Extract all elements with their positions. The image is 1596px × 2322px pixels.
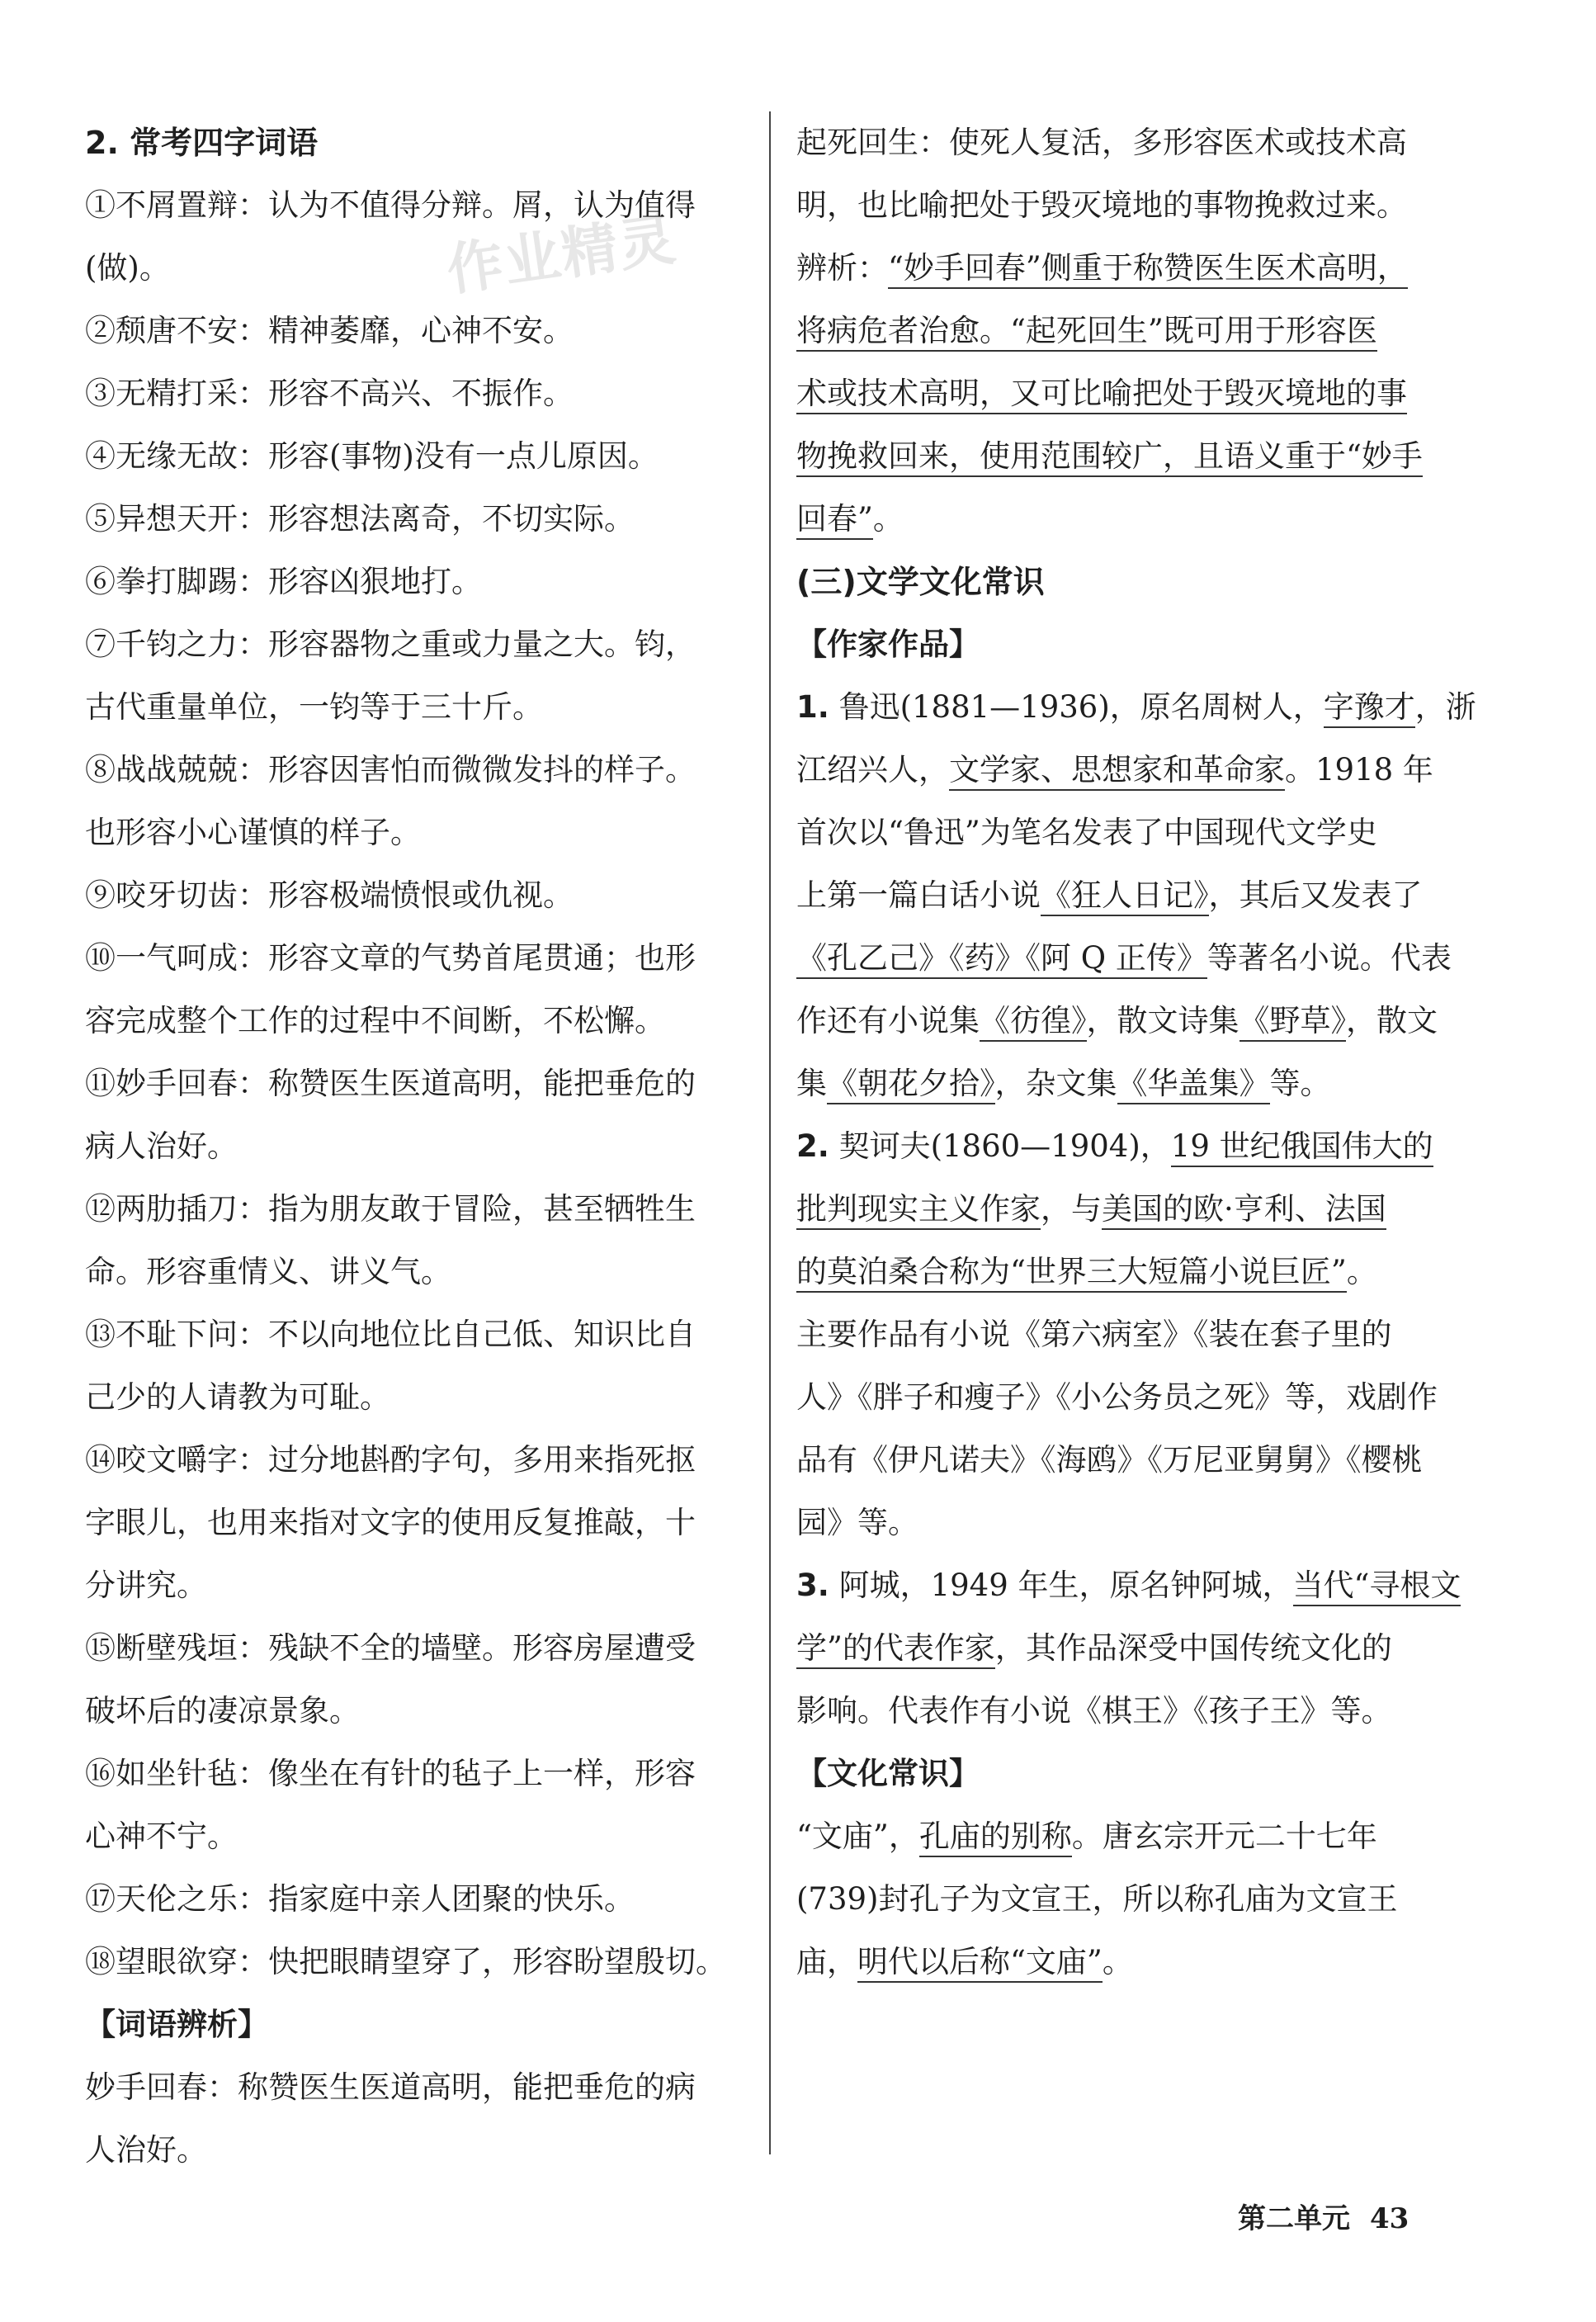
chekhov-line: 主要作品有小说《第六病室》《装在套子里的 [796, 1317, 1392, 1352]
underlined-text: 19 世纪俄国伟大的 [1171, 1128, 1433, 1167]
wenmiao-line [796, 1805, 1463, 1868]
luxun-line [796, 676, 1476, 739]
luxun-line [796, 739, 1463, 802]
underlined-text: 美国的欧·亨利、法国 [1102, 1191, 1386, 1230]
luxun-line [796, 864, 1463, 927]
idiom-line: ⑤异想天开：形容想法离奇，不切实际。 [85, 501, 635, 537]
text: ，与 [1041, 1191, 1102, 1227]
section-title-literature: (三)文学文化常识 [796, 564, 1045, 600]
unit-label: 第二单元 [1238, 2202, 1350, 2235]
underlined-text: 回春” [796, 501, 873, 540]
underlined-text: 孔庙的别称 [919, 1818, 1072, 1857]
idiom-line: 也形容小心谨慎的样子。 [85, 815, 421, 850]
qisi-line: 起死回生：使死人复活，多形容医术或技术高 [796, 125, 1407, 160]
idiom-line: ⑧战战兢兢：形容因害怕而微微发抖的样子。 [85, 752, 696, 787]
text: ，浙 [1414, 689, 1476, 725]
analysis-line [796, 300, 1463, 362]
idiom-line: ④无缘无故：形容(事物)没有一点儿原因。 [85, 438, 659, 474]
idiom-line: ⑥拳打脚踢：形容凶狠地打。 [85, 564, 482, 599]
underlined-text: 术或技术高明，又可比喻把处于毁灭境地的事 [796, 376, 1407, 414]
chekhov-line: 品有《伊凡诺夫》《海鸥》《万尼亚舅舅》《樱桃 [796, 1442, 1423, 1478]
underlined-text: 《朝花夕拾》 [827, 1066, 995, 1104]
underlined-text: 将病危者治愈。 [796, 313, 1010, 352]
idiom-line: 分讲究。 [85, 1568, 207, 1603]
text: 阿城，1949 年生，原名钟阿城， [829, 1568, 1293, 1603]
analysis-line [796, 488, 1463, 551]
page-footer [1238, 2196, 1409, 2236]
wenmiao-line [796, 1931, 1463, 1993]
item-number: 3. [796, 1568, 829, 1603]
idiom-line: ①不屑置辩：认为不值得分辩。屑，认为值得 [85, 187, 696, 223]
idiom-line: ③无精打采：形容不高兴、不振作。 [85, 376, 574, 411]
underlined-text: 字豫才 [1324, 689, 1415, 728]
text: 庙， [796, 1944, 857, 1979]
idiom-line: ⑯如坐针毡：像坐在有针的毡子上一样，形容 [85, 1756, 696, 1791]
analysis-line [796, 237, 1463, 300]
idiom-line: ⑦千钧之力：形容器物之重或力量之大。钧， [85, 627, 696, 662]
acheng-line: 影响。代表作有小说《棋王》《孩子王》等。 [796, 1693, 1392, 1728]
text: 等著名小说。代表 [1206, 940, 1452, 976]
text: 上第一篇白话小说 [796, 877, 1041, 913]
analysis-line [796, 362, 1463, 425]
chekhov-line: 人》《胖子和瘦子》《小公务员之死》等，戏剧作 [796, 1379, 1438, 1415]
idiom-line: ②颓唐不安：精神萎靡，心神不安。 [85, 313, 574, 348]
chekhov-line [796, 1241, 1463, 1303]
text: 。1918 年 [1285, 752, 1433, 787]
text: 等。 [1269, 1066, 1331, 1101]
item-number: 1. [796, 689, 829, 725]
luxun-line: 首次以“鲁迅”为笔名发表了中国现代文学史 [796, 815, 1377, 850]
page-number: 43 [1370, 2202, 1409, 2235]
text: 集 [796, 1066, 827, 1101]
text: 。 [1102, 1944, 1133, 1979]
text: “文庙”， [796, 1818, 919, 1854]
idiom-line: 己少的人请教为可耻。 [85, 1379, 390, 1415]
underlined-text: 明代以后称“文庙” [857, 1944, 1103, 1983]
item-number: 2. [796, 1128, 829, 1164]
underlined-text: 批判现实主义作家 [796, 1191, 1041, 1230]
chekhov-line [796, 1115, 1463, 1178]
watermark: 作业精灵 [442, 206, 681, 305]
idiom-line: 破坏后的凄凉景象。 [85, 1693, 360, 1728]
right-column [796, 111, 1476, 1993]
text: 江绍兴人， [796, 752, 949, 787]
chekhov-line [796, 1178, 1463, 1241]
idiom-line: 心神不宁。 [85, 1818, 238, 1854]
idiom-line: 字眼儿，也用来指对文字的使用反复推敲，十 [85, 1505, 696, 1540]
heading-writers-works: 【作家作品】 [796, 627, 980, 662]
underlined-text: 的莫泊桑合称为“世界三大短篇小说巨匠” [796, 1254, 1347, 1293]
text: ，杂文集 [994, 1066, 1117, 1101]
underlined-text: 物挽救回来，使用范围较广，且语义重于“妙手 [796, 438, 1423, 477]
idiom-line: ⑮断壁残垣：残缺不全的墙壁。形容房屋遭受 [85, 1630, 696, 1666]
idiom-line: 古代重量单位，一钧等于三十斤。 [85, 689, 543, 725]
underlined-text: “起死回生”既可用于形容医 [1010, 313, 1377, 352]
column-divider [769, 111, 771, 2154]
analysis-line: 人治好。 [85, 2132, 207, 2168]
underlined-text: “妙手回春”侧重于称赞医生医术高明， [888, 250, 1408, 289]
heading-word-analysis: 【词语辨析】 [85, 2007, 268, 2042]
text: ，散文 [1346, 1003, 1438, 1038]
text: 契诃夫(1860—1904)， [829, 1128, 1171, 1164]
text: 鲁迅(1881—1936)，原名周树人， [829, 689, 1324, 725]
analysis-line: 妙手回春：称赞医生医道高明，能把垂危的病 [85, 2069, 696, 2105]
underlined-text: 学”的代表作家 [796, 1630, 995, 1669]
text: ，其后又发表了 [1208, 877, 1423, 913]
luxun-line [796, 990, 1463, 1052]
analysis-prefix: 辨析： [796, 250, 888, 286]
luxun-line [796, 1052, 1463, 1115]
analysis-line [796, 425, 1463, 488]
underlined-text: 《狂人日记》 [1041, 877, 1209, 916]
text: ，其作品深受中国传统文化的 [994, 1630, 1392, 1666]
wenmiao-line: (739)封孔子为文宣王，所以称孔庙为文宣王 [796, 1881, 1398, 1917]
left-column [85, 111, 747, 2182]
idiom-line: ⑩一气呵成：形容文章的气势首尾贯通；也形 [85, 940, 696, 976]
underlined-text: 文学家、思想家和革命家 [949, 752, 1285, 791]
idiom-line: 病人治好。 [85, 1128, 238, 1164]
idiom-line: ⑬不耻下问：不以向地位比自己低、知识比自 [85, 1317, 696, 1352]
text: 。唐玄宗开元二十七年 [1071, 1818, 1377, 1854]
idiom-line: ⑱望眼欲穿：快把眼睛望穿了，形容盼望殷切。 [85, 1944, 726, 1979]
chekhov-line: 园》等。 [796, 1505, 918, 1540]
idiom-line: ⑭咬文嚼字：过分地斟酌字句，多用来指死抠 [85, 1442, 696, 1478]
text: 。 [1346, 1254, 1377, 1289]
text: ，散文诗集 [1086, 1003, 1239, 1038]
idiom-line: 容完成整个工作的过程中不间断，不松懈。 [85, 1003, 665, 1038]
punctuation: 。 [872, 501, 904, 537]
idiom-line: (做)。 [85, 250, 170, 286]
underlined-text: 当代“寻根文 [1293, 1568, 1461, 1606]
text: 作还有小说集 [796, 1003, 980, 1038]
underlined-text: 《野草》 [1239, 1003, 1347, 1042]
idiom-line: ⑨咬牙切齿：形容极端愤恨或仇视。 [85, 877, 574, 913]
section-title-idioms: 2. 常考四字词语 [85, 125, 319, 161]
acheng-line [796, 1554, 1463, 1617]
underlined-text: 《孔乙己》《药》《阿 Q 正传》 [796, 940, 1207, 979]
luxun-line [796, 927, 1463, 990]
heading-culture: 【文化常识】 [796, 1756, 980, 1791]
underlined-text: 《华盖集》 [1117, 1066, 1270, 1104]
acheng-line [796, 1617, 1463, 1680]
idiom-line: ⑫两肋插刀：指为朋友敢于冒险，甚至牺牲生 [85, 1191, 696, 1227]
qisi-line: 明，也比喻把处于毁灭境地的事物挽救过来。 [796, 187, 1407, 223]
idiom-line: 命。形容重情义、讲义气。 [85, 1254, 451, 1289]
underlined-text: 《彷徨》 [980, 1003, 1087, 1042]
idiom-line: ⑪妙手回春：称赞医生医道高明，能把垂危的 [85, 1066, 696, 1101]
idiom-line: ⑰天伦之乐：指家庭中亲人团聚的快乐。 [85, 1881, 635, 1917]
